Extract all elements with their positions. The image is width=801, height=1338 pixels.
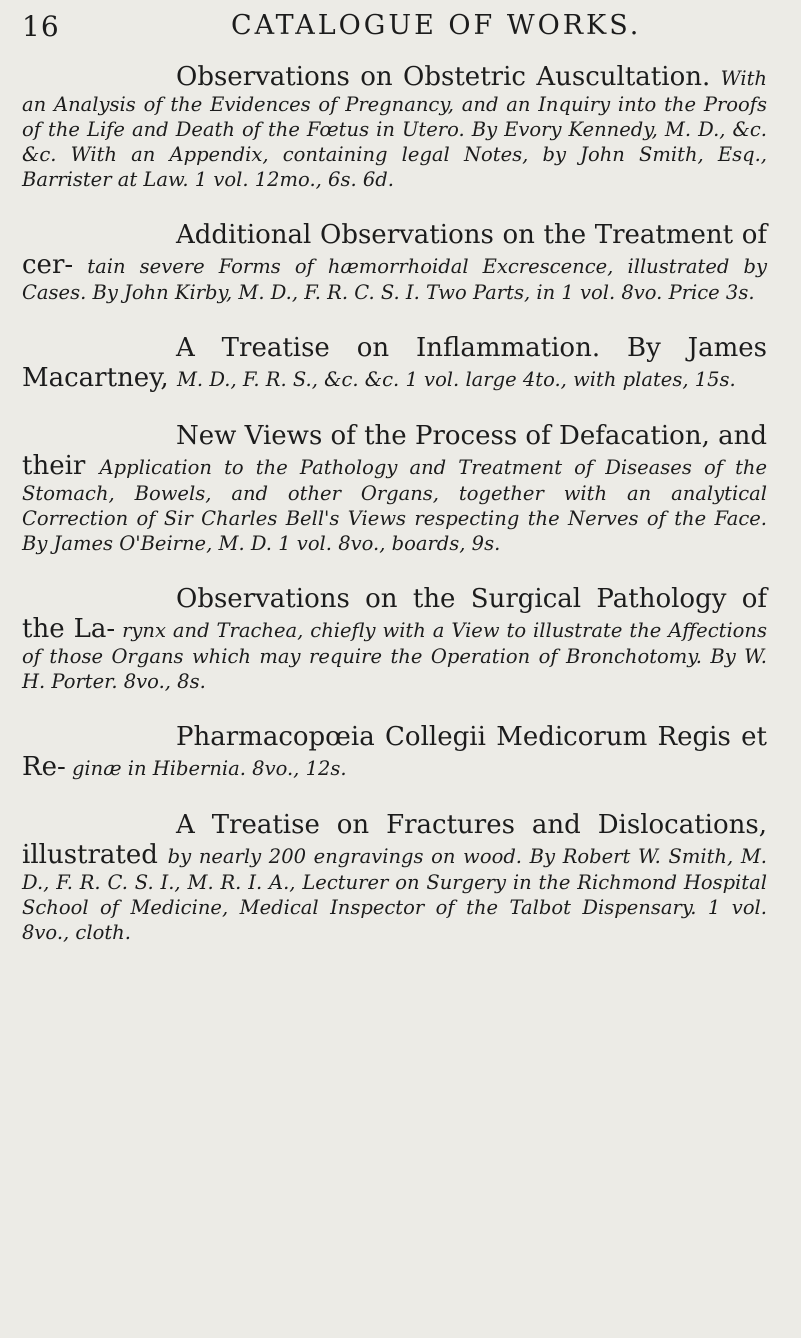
entry-description: rynx and Trachea, chiefly with a View to illustrate the Affections of those Organs which may require the Operation of Bronchotomy. By W. H. Porter. 8vo., 8s.: [22, 619, 767, 693]
catalogue-entry: [22, 220, 767, 305]
entry-description: With an Analysis of the Evidences of Pregnancy, and an Inquiry into the Proofs of the Life and Death of the Fœtus in Utero. By Evory Kennedy, M. D., &c. &c. With an Appendix, containing legal Notes, by John Smith, Esq., Barrister at Law. 1 vol. 12mo., 6s. 6d.: [22, 67, 767, 191]
entry-description: M. D., F. R. S., &c. &c. 1 vol. large 4to., with plates, 15s.: [176, 368, 736, 391]
entry-title: A Treatise on Inflammation. By James Macartney,: [22, 333, 767, 393]
entry-description: tain severe Forms of hæmorrhoidal Excrescence, illustrated by Cases. By John Kirby, M. D., F. R. C. S. I. Two Parts, in 1 vol. 8vo. Price 3s.: [22, 255, 767, 304]
catalogue-entries: [22, 62, 767, 973]
catalogue-entry: [22, 584, 767, 694]
entry-description: ginæ in Hibernia. 8vo., 12s.: [71, 757, 347, 780]
catalogue-entry: [22, 421, 767, 556]
catalogue-entry: [22, 810, 767, 945]
entry-title: Pharmacopœia Collegii Medicorum Regis et Re-: [22, 722, 767, 782]
catalogue-entry: [22, 722, 767, 782]
entry-title: New Views of the Process of Defacation, and their: [22, 421, 767, 481]
page-number: 16: [22, 10, 60, 43]
running-head: CATALOGUE OF WORKS.: [231, 10, 642, 41]
entry-title: Additional Observations on the Treatment of cer-: [22, 220, 767, 280]
catalogue-entry: [22, 333, 767, 393]
page-header: [0, 6, 801, 46]
entry-title: A Treatise on Fractures and Dislocations, illustrated: [22, 810, 767, 870]
entry-description: by nearly 200 engravings on wood. By Robert W. Smith, M. D., F. R. C. S. I., M. R. I. A., Lecturer on Surgery in the Richmond Hospital School of Medicine, Medical Inspector of the Talbot Dispensary. 1 vol. 8vo., cloth.: [22, 845, 767, 944]
catalogue-entry: [22, 62, 767, 192]
entry-title: Observations on the Surgical Pathology of the La-: [22, 584, 767, 644]
entry-description: Application to the Pathology and Treatment of Diseases of the Stomach, Bowels, and other Organs, together with an analytical Correction of Sir Charles Bell's Views respecting the Nerves of the Face. By James O'Beirne, M. D. 1 vol. 8vo., boards, 9s.: [22, 456, 768, 555]
entry-title: Observations on Obstetric Auscultation.: [176, 62, 721, 92]
